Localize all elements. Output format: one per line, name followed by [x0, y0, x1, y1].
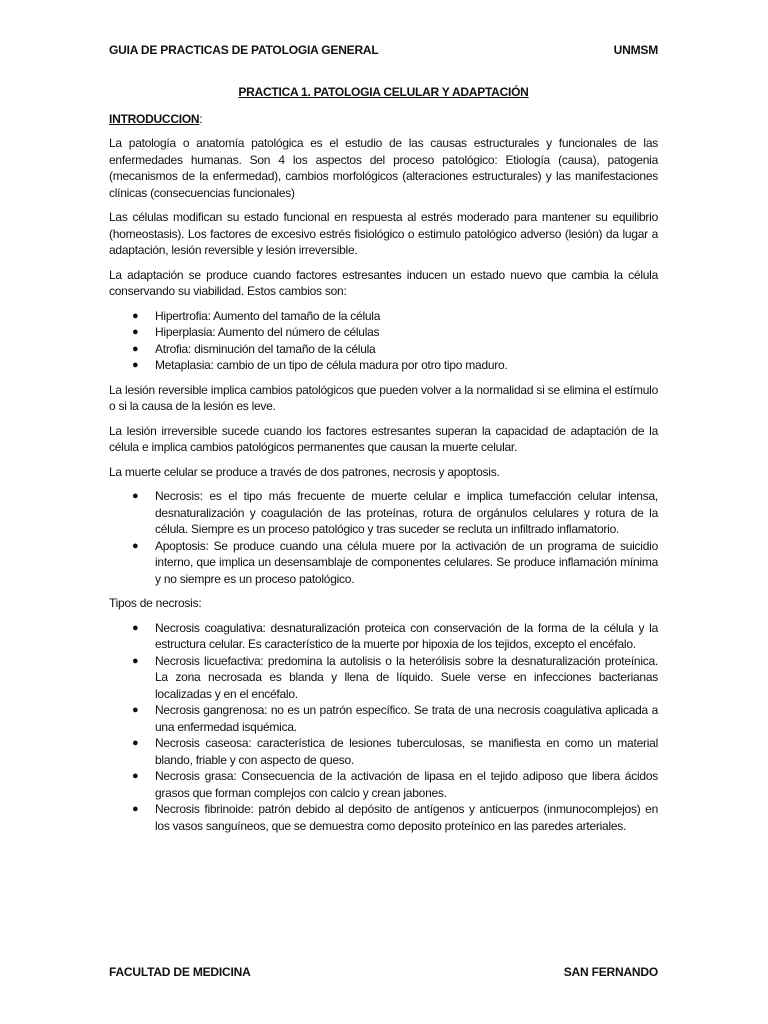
bullet-icon: ● — [132, 621, 139, 634]
bullet-icon: ● — [132, 359, 139, 371]
list-item — [109, 735, 658, 768]
bullet-icon: ● — [132, 654, 139, 667]
list-item — [109, 324, 658, 341]
list-item-text: Hiperplasia: Aumento del número de células — [155, 325, 380, 339]
practice-title: PRACTICA 1. PATOLOGIA CELULAR Y ADAPTACIÓN — [238, 85, 529, 99]
cell-death-list — [109, 488, 658, 587]
paragraph-irreversible-injury: La lesión irreversible sucede cuando los factores estresantes superan la capacidad de adaptación de la célula e implica cambios patológicos permanentes que causan la muerte celular. — [109, 423, 658, 454]
paragraph-definition: La patología o anatomía patológica es el estudio de las causas estructurales y funcionales de las enfermedades humanas. Son 4 los aspectos del proceso patológico: Etiología (causa), patogenia (mecanismos de la enfermedad), cambios morfológicos (alteraciones estructurales) y las manifestaciones clínicas (consecuencias funcionales) — [109, 136, 658, 200]
bullet-icon: ● — [132, 803, 139, 815]
list-item-text: Metaplasia: cambio de un tipo de célula madura por otro tipo maduro. — [155, 358, 508, 372]
list-item-text: Necrosis fibrinoide: patrón debido al depósito de antígenos y anticuerpos (inmunocomplejos) en los vasos sanguíneos, que se demuestra como deposito proteínico en las paredes arteriales. — [155, 802, 658, 833]
section-heading-introduccion — [109, 111, 658, 128]
paragraph-adaptation: La adaptación se produce cuando factores estresantes inducen un estado nuevo que cambia la célula conservando su viabilidad. Estos cambios son: — [109, 267, 658, 298]
list-item — [109, 801, 658, 834]
bullet-icon: ● — [132, 309, 139, 322]
list-item-text: Necrosis: es el tipo más frecuente de muerte celular e implica tumefacción celular intensa, desnaturalización y coagulación de las proteínas, rotura de orgánulos celulares y rotura de la célula. Siempre es un proceso patológico y tras suceder se recluta un infiltrado inflamatorio. — [155, 489, 658, 536]
list-item — [109, 653, 658, 703]
page-header — [109, 43, 658, 61]
list-item — [109, 488, 658, 538]
section-heading-text: INTRODUCCION — [109, 111, 200, 126]
list-item — [109, 620, 658, 653]
bullet-icon: ● — [132, 704, 139, 716]
header-course-title: GUIA DE PRACTICAS DE PATOLOGIA GENERAL — [109, 43, 379, 57]
list-item-text: Apoptosis: Se produce cuando una célula muere por la activación de un programa de suicidio interno, que implica un desensamblaje de componentes celulares. Se produce inflamación mínima y no siempre es un proceso patológico. — [155, 538, 658, 586]
section-heading-colon: : — [199, 111, 203, 126]
bullet-icon: ● — [132, 326, 139, 338]
bullet-icon: ● — [132, 770, 139, 782]
adaptation-list — [109, 308, 658, 374]
paragraph-reversible-injury: La lesión reversible implica cambios patológicos que pueden volver a la normalidad si se elimina el estímulo o si la causa de la lesión es leve. — [109, 382, 658, 413]
list-item-text: Necrosis grasa: Consecuencia de la activación de lipasa en el tejido adiposo que libera ácidos grasos que forman complejos con calcio y crean jabones. — [155, 769, 658, 800]
bullet-icon: ● — [132, 342, 139, 355]
bullet-icon: ● — [132, 737, 139, 749]
bullet-icon: ● — [132, 490, 139, 502]
list-item — [109, 357, 658, 374]
list-item — [109, 308, 658, 325]
list-item — [109, 538, 658, 588]
document-body — [109, 84, 658, 842]
paragraph-homeostasis: Las células modifican su estado funcional en respuesta al estrés moderado para mantener su equilibrio (homeostasis). Los factores de excesivo estrés fisiológico o estimulo patológico adverso (lesión) da lugar a adaptación, lesión reversible y lesión irreversible. — [109, 210, 658, 257]
list-item-text: Necrosis caseosa: característica de lesiones tuberculosas, se manifiesta en como un material blando, friable y con aspecto de queso. — [155, 736, 658, 767]
paragraph-necrosis-types: Tipos de necrosis: — [109, 596, 202, 610]
paragraph-cell-death: La muerte celular se produce a través de dos patrones, necrosis y apoptosis. — [109, 464, 500, 479]
list-item — [109, 768, 658, 801]
list-item-text: Necrosis licuefactiva: predomina la autolisis o la heterólisis sobre la desnaturalización proteínica. La zona necrosada es blanda y llena de líquido. Suele verse en infecciones bacterianas localizadas y en el encéfalo. — [155, 653, 658, 701]
footer-location: SAN FERNANDO — [563, 965, 658, 979]
footer-faculty: FACULTAD DE MEDICINA — [109, 965, 251, 979]
header-university: UNMSM — [613, 43, 658, 57]
necrosis-types-list — [109, 620, 658, 835]
list-item-text: Necrosis gangrenosa: no es un patrón específico. Se trata de una necrosis coagulativa aplicada a una enfermedad isquémica. — [155, 703, 658, 734]
bullet-icon: ● — [132, 539, 139, 552]
list-item — [109, 341, 658, 358]
list-item — [109, 702, 658, 735]
list-item-text: Atrofia: disminución del tamaño de la célula — [155, 341, 376, 356]
list-item-text: Hipertrofia: Aumento del tamaño de la célula — [155, 308, 381, 323]
list-item-text: Necrosis coagulativa: desnaturalización proteica con conservación de la forma de la célula y la estructura celular. Es característico de la muerte por hipoxia de los tejidos, excepto el encéfalo. — [155, 620, 658, 651]
page-footer — [109, 965, 658, 983]
